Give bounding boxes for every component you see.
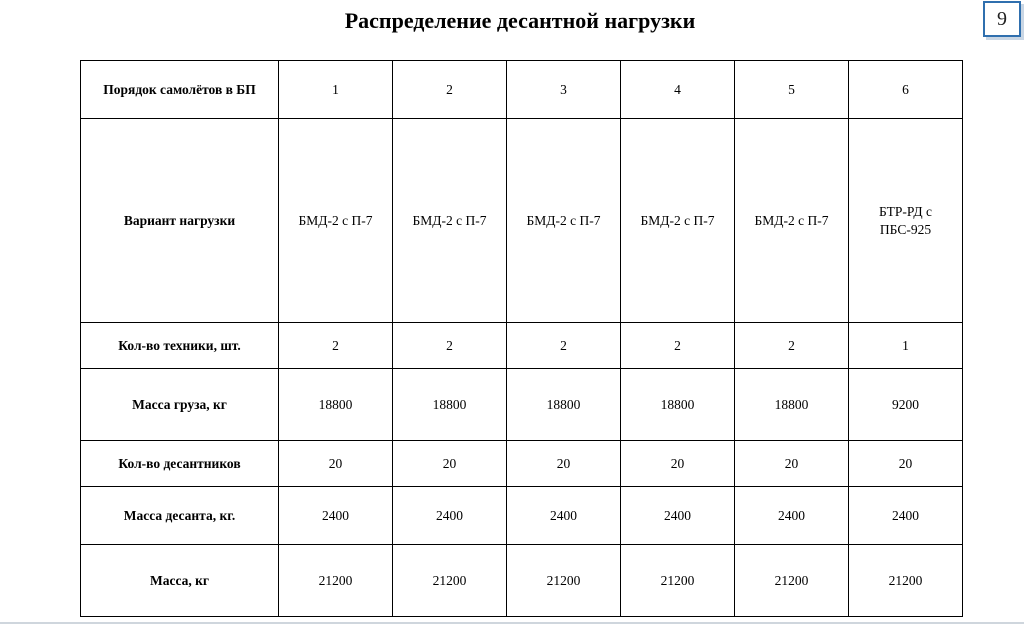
table-cell: 5 xyxy=(735,61,849,119)
table-cell: 2400 xyxy=(621,487,735,545)
table-row-aircraft-order xyxy=(81,61,963,119)
table-row-load-variant xyxy=(81,119,963,323)
table-cell: БМД-2 с П-7 xyxy=(507,119,621,323)
table-cell: 20 xyxy=(849,441,963,487)
table-cell: 18800 xyxy=(735,369,849,441)
page-title: Распределение десантной нагрузки xyxy=(344,8,696,33)
table-cell: 1 xyxy=(849,323,963,369)
table-cell: 2400 xyxy=(507,487,621,545)
page-number-badge: 9 xyxy=(983,1,1021,37)
table-cell: 20 xyxy=(621,441,735,487)
row-label: Кол-во десантников xyxy=(81,441,279,487)
table-cell: 21200 xyxy=(393,545,507,617)
row-label: Масса груза, кг xyxy=(81,369,279,441)
table-cell: 2400 xyxy=(393,487,507,545)
table-cell: 2400 xyxy=(279,487,393,545)
table-cell: БТР-РД с ПБС-925 xyxy=(849,119,963,323)
table-cell: 21200 xyxy=(849,545,963,617)
table-cell: 2 xyxy=(735,323,849,369)
table-cell: 3 xyxy=(507,61,621,119)
table-cell: 20 xyxy=(507,441,621,487)
table-cell: 21200 xyxy=(735,545,849,617)
table-cell: 6 xyxy=(849,61,963,119)
row-label: Кол-во техники, шт. xyxy=(81,323,279,369)
table-cell: 18800 xyxy=(507,369,621,441)
table-cell: 21200 xyxy=(279,545,393,617)
table-cell: 2400 xyxy=(849,487,963,545)
table-cell: 1 xyxy=(279,61,393,119)
table-cell: 2 xyxy=(393,61,507,119)
table-cell: БМД-2 с П-7 xyxy=(393,119,507,323)
table-cell: 4 xyxy=(621,61,735,119)
table-cell: БМД-2 с П-7 xyxy=(279,119,393,323)
table-cell: 2 xyxy=(393,323,507,369)
row-label: Вариант нагрузки xyxy=(81,119,279,323)
table-cell: 20 xyxy=(279,441,393,487)
row-label: Порядок самолётов в БП xyxy=(81,61,279,119)
table-cell: 18800 xyxy=(279,369,393,441)
table-cell: 20 xyxy=(735,441,849,487)
table-cell: БМД-2 с П-7 xyxy=(735,119,849,323)
table-cell: 18800 xyxy=(621,369,735,441)
table-cell: 21200 xyxy=(507,545,621,617)
table-cell: 2 xyxy=(621,323,735,369)
table-row-cargo-mass xyxy=(81,369,963,441)
table-cell: 2 xyxy=(507,323,621,369)
table-cell: 2 xyxy=(279,323,393,369)
table-row-paratrooper-mass xyxy=(81,487,963,545)
row-label: Масса, кг xyxy=(81,545,279,617)
table-row-paratrooper-count xyxy=(81,441,963,487)
table-cell: 2400 xyxy=(735,487,849,545)
row-label: Масса десанта, кг. xyxy=(81,487,279,545)
table-cell: БМД-2 с П-7 xyxy=(621,119,735,323)
table-cell: 21200 xyxy=(621,545,735,617)
table-row-total-mass xyxy=(81,545,963,617)
table-cell: 9200 xyxy=(849,369,963,441)
table-cell: 20 xyxy=(393,441,507,487)
load-distribution-table xyxy=(80,60,963,617)
table-cell: 18800 xyxy=(393,369,507,441)
table-row-vehicle-count xyxy=(81,323,963,369)
bottom-divider xyxy=(0,622,1024,624)
